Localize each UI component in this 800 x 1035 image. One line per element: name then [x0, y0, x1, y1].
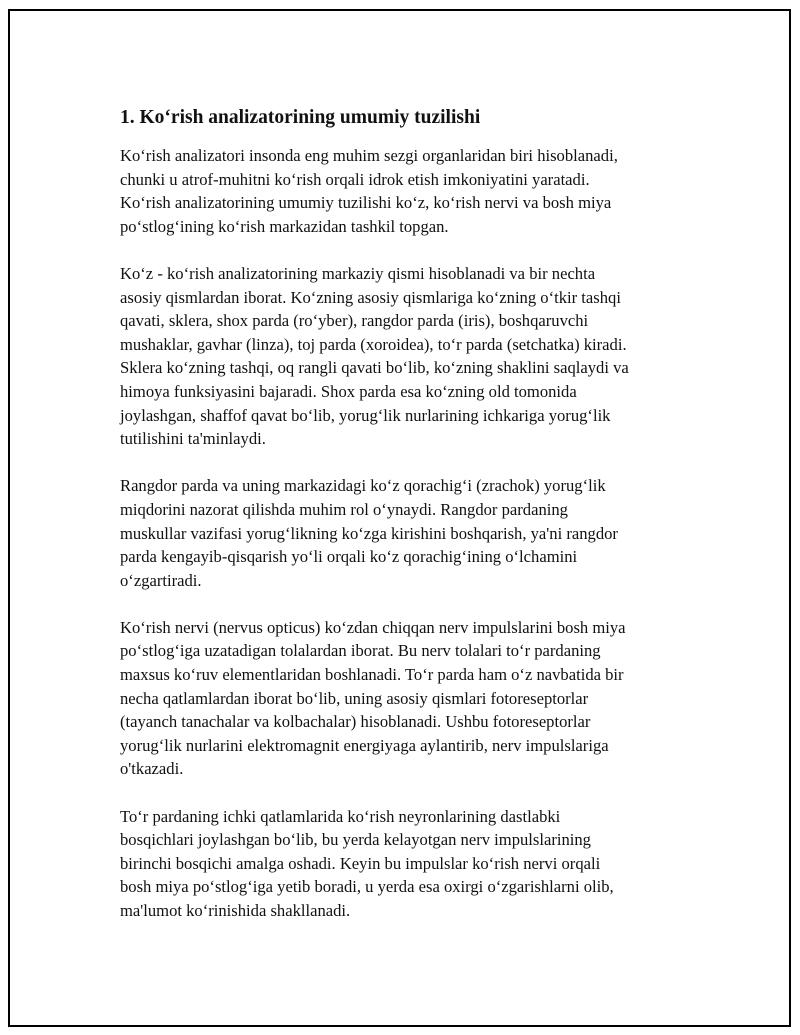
- text-line: parda kengayib-qisqarish yo‘li orqali ko‘z qorachig‘ining o‘lchamini: [120, 547, 578, 567]
- paragraph: [120, 616, 700, 781]
- text-line: Sklera ko‘zning tashqi, oq rangli qavati bo‘lib, ko‘zning shaklini saqlaydi va: [120, 358, 629, 378]
- text-line: maxsus ko‘ruv elementlaridan boshlanadi. To‘r parda ham o‘z navbatida bir: [120, 665, 624, 685]
- text-line: Rangdor parda va uning markazidagi ko‘z qorachig‘i (zrachok) yorug‘lik: [120, 476, 606, 496]
- text-line: Ko‘rish nervi (nervus opticus) ko‘zdan chiqqan nerv impulslarini bosh miya: [120, 617, 626, 637]
- text-line: miqdorini nazorat qilishda muhim rol o‘ynaydi. Rangdor pardaning: [120, 499, 568, 519]
- text-line: tutilishini ta'minlaydi.: [120, 429, 266, 449]
- text-line: To‘r pardaning ichki qatlamlarida ko‘rish neyronlarining dastlabki: [120, 806, 561, 826]
- paragraph-list: [120, 144, 700, 923]
- section-heading: 1. Ko‘rish analizatorining umumiy tuzilishi: [120, 107, 481, 128]
- text-line: muskullar vazifasi yorug‘likning ko‘zga kirishini boshqarish, ya'ni rangdor: [120, 523, 618, 543]
- text-line: joylashgan, shaffof qavat bo‘lib, yorug‘lik nurlarining ichkariga yorug‘lik: [120, 405, 611, 425]
- text-line: Ko‘rish analizatori insonda eng muhim sezgi organlaridan biri hisoblanadi,: [120, 146, 618, 165]
- text-line: qavati, sklera, shox parda (ro‘yber), rangdor parda (iris), boshqaruvchi: [120, 311, 589, 331]
- document-body: [120, 105, 700, 946]
- text-line: birinchi bosqichi amalga oshadi. Keyin bu impulslar ko‘rish nervi orqali: [120, 853, 601, 873]
- text-line: ma'lumot ko‘rinishida shakllanadi.: [120, 901, 351, 920]
- page-frame: [8, 9, 791, 1027]
- text-line: Ko‘rish analizatorining umumiy tuzilishi ko‘z, ko‘rish nervi va bosh miya: [120, 193, 612, 213]
- text-line: Ko‘z - ko‘rish analizatorining markaziy qismi hisoblanadi va bir nechta: [120, 263, 596, 283]
- paragraph: [120, 144, 700, 238]
- text-line: bosqichlari joylashgan bo‘lib, bu yerda kelayotgan nerv impulslarining: [120, 830, 591, 850]
- text-line: o'tkazadi.: [120, 759, 184, 779]
- text-line: bosh miya po‘stlog‘iga yetib boradi, u yerda esa oxirgi o‘zgarishlarni olib,: [120, 877, 614, 897]
- text-line: himoya funksiyasini bajaradi. Shox parda esa ko‘zning old tomonida: [120, 381, 577, 401]
- text-line: po‘stlog‘ining ko‘rish markazidan tashkil topgan.: [120, 216, 449, 236]
- paragraph: [120, 805, 700, 923]
- text-line: yorug‘lik nurlarini elektromagnit energiyaga aylantirib, nerv impulslariga: [120, 735, 609, 755]
- text-line: chunki u atrof-muhitni ko‘rish orqali idrok etish imkoniyatini yaratadi.: [120, 169, 590, 189]
- paragraph: [120, 474, 700, 592]
- paragraph: [120, 262, 700, 451]
- text-line: (tayanch tanachalar va kolbachalar) hisoblanadi. Ushbu fotoreseptorlar: [120, 712, 591, 732]
- text-line: o‘zgartiradi.: [120, 570, 202, 590]
- text-line: asosiy qismlardan iborat. Ko‘zning asosiy qismlariga ko‘zning o‘tkir tashqi: [120, 287, 621, 307]
- text-line: mushaklar, gavhar (linza), toj parda (xoroidea), to‘r parda (setchatka) kiradi.: [120, 334, 627, 354]
- text-line: po‘stlog‘iga uzatadigan tolalardan iborat. Bu nerv tolalari to‘r pardaning: [120, 641, 601, 661]
- text-line: necha qatlamlardan iborat bo‘lib, uning asosiy qismlari fotoreseptorlar: [120, 688, 589, 708]
